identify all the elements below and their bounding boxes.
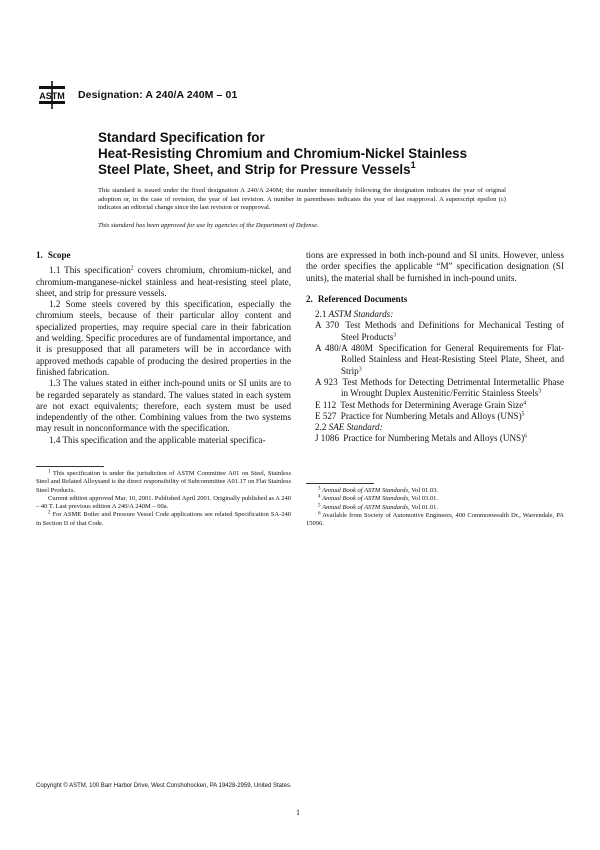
page-number: 1: [296, 808, 300, 817]
paragraph-1-3: 1.3 The values stated in either inch-pound units or SI units are to be regarded separately as standard. The values stated in each system are not exact equivalents; therefore, each system must be used independently of the other. Combining values from the two systems may result in nonconformance with the specification.: [36, 378, 291, 434]
footnote-text: Available from Society of Automotive Engineers, 400 Commonwealth Dr., Warrendale, PA 15096.: [306, 511, 564, 528]
scope-heading: [36, 250, 291, 261]
footnote-volume: , Vol 03.01.: [408, 495, 438, 503]
footnote-rule-left: [36, 466, 104, 467]
footnote-source: Annual Book of ASTM Standards: [322, 495, 409, 503]
paragraph-1-4-continued: tions are expressed in both inch-pound and SI units. However, unless the order specifies the applicable “M” specification designation (SI units), the material shall be furnished in inch-pound units.: [306, 250, 564, 283]
astm-logo: [36, 80, 68, 110]
footnote-mark: 5: [318, 503, 321, 509]
paragraph-1-1-b: covers chromium, chromium-nickel, and chromium-manganese-nickel stainless and heat-resisting steel plate, sheet, and strip for pressure vessels.: [36, 265, 291, 298]
refs-title: Referenced Documents: [317, 293, 408, 304]
ref-code: E 527: [315, 410, 337, 421]
footnote-2-mark: 2: [48, 510, 51, 516]
footnote-6: [306, 512, 564, 529]
ref-code: J 1086: [315, 433, 339, 444]
footnote-source: Annual Book of ASTM Standards: [322, 503, 409, 511]
ref-item: [306, 400, 564, 411]
title-footnote-mark: 1: [410, 160, 416, 170]
ref-footnote-mark: 5: [521, 411, 525, 418]
left-column: [36, 250, 291, 446]
paragraph-1-1: [36, 265, 291, 299]
title-line-3: [98, 162, 538, 178]
ref-footnote-mark: 3: [393, 332, 397, 339]
footnote-mark: 6: [318, 511, 321, 517]
ref-item: [306, 377, 564, 400]
footnotes-right: [306, 487, 564, 528]
astm-sub-title: ASTM Standards:: [328, 309, 394, 320]
ref-footnote-mark: 4: [523, 400, 527, 407]
refs-number: 2.: [306, 293, 313, 304]
designation: Designation: A 240/A 240M – 01: [78, 89, 238, 101]
ref-text: Test Methods for Determining Average Grain Size: [340, 399, 524, 410]
footnote-4: [306, 495, 564, 503]
footnote-2: [36, 511, 291, 528]
scope-number: 1.: [36, 250, 43, 260]
sae-sub-number: 2.2: [315, 422, 327, 433]
footnote-1-text: This specification is under the jurisdiction of ASTM Committee A01 on Steel, Stainless Steel and Related Alloysand is the direct responsibility of Subcommittee A01.17 on Flat Stainless Steel Products.: [36, 470, 291, 494]
ref-item: [306, 433, 564, 444]
scope-title: Scope: [47, 250, 71, 260]
footnote-5: [306, 504, 564, 512]
paragraph-1-4: 1.4 This specification and the applicable material specifica-: [49, 434, 266, 445]
title-line-3-text: Steel Plate, Sheet, and Strip for Pressure Vessels: [98, 162, 411, 177]
ref-item: [306, 320, 564, 343]
refs-heading: [306, 294, 564, 305]
footnote-mark: 3: [318, 486, 321, 492]
footnote-1-edition: Current edition approved Mar. 10, 2001. Published April 2001. Originally published as A 240 – 40 T. Last previous edition A 240/A 240M – 00a.: [36, 494, 291, 511]
ref-text: Test Methods and Definitions for Mechanical Testing of Steel Products: [341, 320, 564, 342]
ref-item: [306, 411, 564, 422]
right-column: [306, 250, 564, 445]
footnote-1: [36, 470, 291, 495]
title-block: [98, 130, 538, 178]
title-line-1: Standard Specification for: [98, 130, 265, 145]
ref-code: A 370: [315, 320, 340, 331]
header: [36, 80, 237, 110]
logo-text: ASTM: [39, 91, 65, 101]
ref-footnote-mark: 6: [524, 433, 528, 440]
ref-code: A 480/A 480M: [315, 343, 373, 354]
ref-code: A 923: [315, 376, 338, 387]
footnote-2-text: For ASME Boiler and Pressure Vessel Code applications see related Specification SA-240 in Section II of that Code.: [36, 511, 291, 527]
ref-item: [306, 343, 564, 377]
ref-footnote-mark: 3: [358, 366, 362, 373]
footnotes-left: [36, 470, 291, 528]
footnote-1-mark: 1: [48, 469, 51, 475]
ref-text: Practice for Numbering Metals and Alloys (UNS): [340, 410, 522, 421]
copyright-line: Copyright © ASTM, 100 Barr Harbor Drive, West Conshohocken, PA 19428-2959, United States.: [36, 783, 292, 789]
footnote-rule-right: [306, 483, 374, 484]
ref-text: Practice for Numbering Metals and Alloys (UNS): [343, 433, 525, 444]
issuance-notice: This standard is issued under the fixed designation A 240/A 240M; the number immediately following the designation indicates the year of original adoption or, in the case of revision, the year of last revision. A number in parentheses indicates the year of last reapproval. A superscript epsilon (ε) indicates an editorial change since the last revision or reapproval.: [98, 187, 506, 212]
footnote-mark: 4: [318, 494, 321, 500]
astm-sub-number: 2.1: [315, 309, 327, 320]
ref-code: E 112: [315, 399, 337, 410]
footnote-volume: , Vol 01.01.: [408, 503, 438, 511]
footnote-mark-2: 2: [130, 265, 134, 272]
approval-note: This standard has been approved for use by agencies of the Department of Defense.: [98, 222, 319, 229]
paragraph-1-2: 1.2 Some steels covered by this specification, especially the chromium steels, because of their particular alloy content and specialized properties, may require special care in their fabrication and welding. Specific procedures are of fundamental importance, and it is presupposed that all parameters will be in accordance with approved methods capable of producing the desired properties in the finished fabrication.: [36, 299, 291, 377]
ref-text: Test Methods for Detecting Detrimental Intermetallic Phase in Wrought Duplex Austenitic/Ferritic Stainless Steels: [341, 376, 565, 399]
astm-standards-subhead: [306, 309, 564, 320]
footnote-volume: , Vol 01.03.: [408, 487, 438, 494]
sae-standard-subhead: [306, 422, 564, 433]
title-line-2: Heat-Resisting Chromium and Chromium-Nickel Stainless: [98, 146, 468, 161]
ref-footnote-mark: 3: [538, 388, 542, 395]
paragraph-1-1-a: 1.1 This specification: [49, 265, 131, 276]
sae-sub-title: SAE Standard:: [328, 422, 383, 433]
ref-text: Specification for General Requirements for Flat-Rolled Stainless and Heat-Resisting Steel Plate, Sheet, and Strip: [341, 343, 564, 376]
footnote-source: Annual Book of ASTM Standards: [322, 487, 409, 494]
